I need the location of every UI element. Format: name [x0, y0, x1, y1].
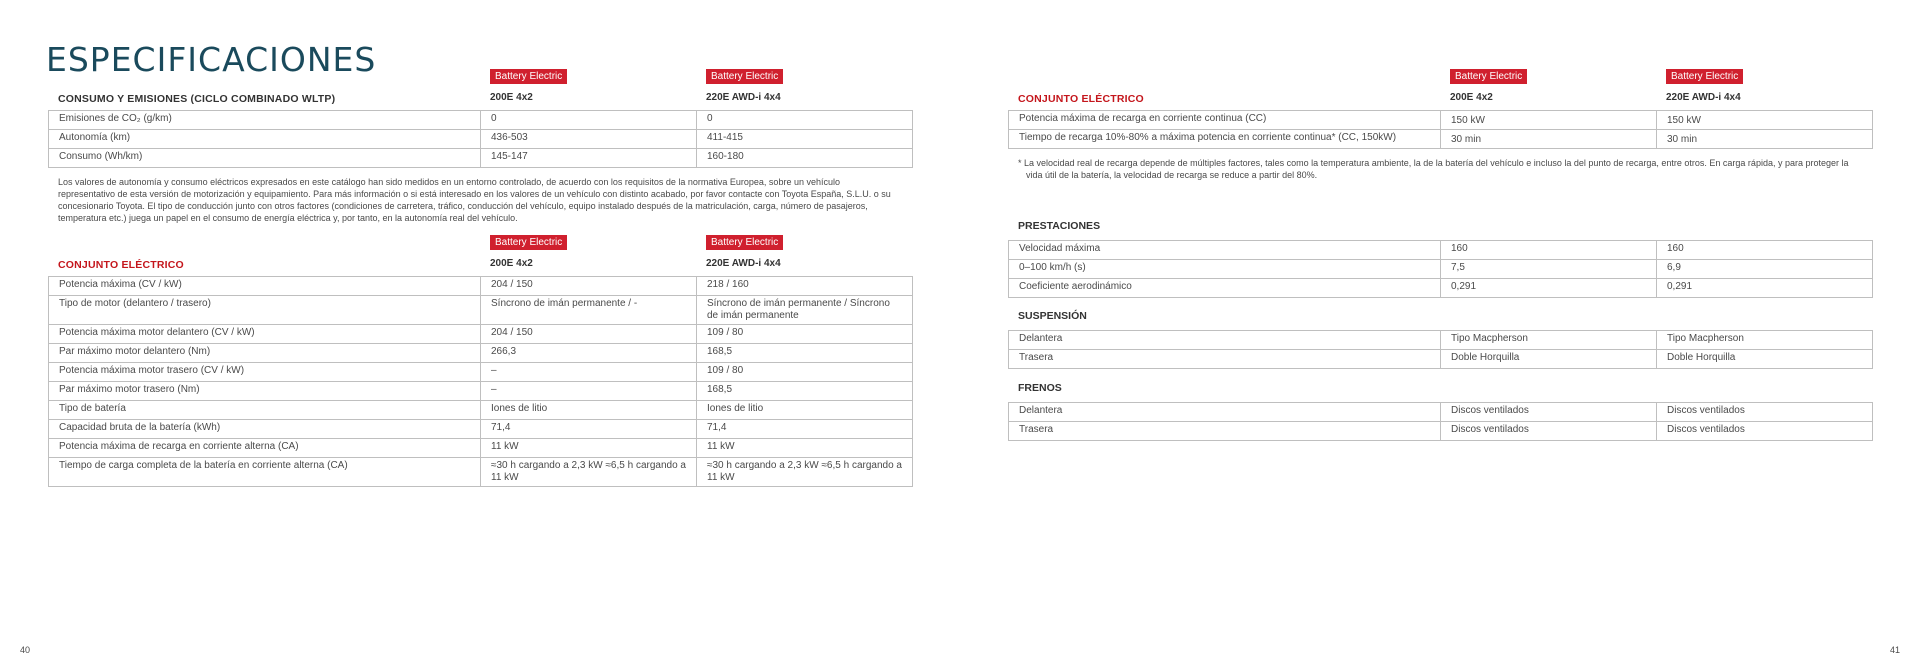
value-200e: Tipo Macpherson — [1441, 331, 1657, 350]
spec-label: Capacidad bruta de la batería (kWh) — [49, 420, 481, 439]
table-row — [49, 344, 913, 363]
table-row — [49, 277, 913, 296]
value-220e: 11 kW — [697, 439, 913, 458]
suspension-section — [1008, 308, 1872, 369]
model-name: 200E 4x2 — [490, 258, 533, 269]
consumo-table — [48, 110, 913, 168]
value-200e: 150 kW — [1441, 111, 1657, 130]
model-column-header — [490, 66, 690, 105]
electrico-cc-table — [1008, 110, 1873, 149]
value-200e: Discos ventilados — [1441, 422, 1657, 441]
value-220e: Discos ventilados — [1657, 403, 1873, 422]
table-row — [49, 111, 913, 130]
spec-label: Potencia máxima de recarga en corriente alterna (CA) — [49, 439, 481, 458]
table-row — [1009, 111, 1873, 130]
section-title: CONJUNTO ELÉCTRICO — [1018, 93, 1144, 105]
page-title: ESPECIFICACIONES — [46, 40, 377, 79]
value-200e: 30 min — [1441, 130, 1657, 149]
section-title: PRESTACIONES — [1018, 220, 1101, 232]
consumo-header — [48, 71, 912, 110]
recarga-footnote: * La velocidad real de recarga depende de múltiples factores, tales como la temperatura ambiente, la de la batería del vehículo e incluso la del punto de recarga, entre otros. En carga rápida, y para proteger la vida útil de la batería, la velocidad de recarga se reduce a partir del 80%. — [1018, 158, 1849, 180]
section-title: SUSPENSIÓN — [1018, 310, 1087, 322]
table-row — [49, 296, 913, 325]
section-title: FRENOS — [1018, 382, 1062, 394]
value-220e: 411-415 — [697, 130, 913, 149]
value-220e: ≈30 h cargando a 2,3 kW ≈6,5 h cargando a 11 kW — [697, 458, 913, 487]
prestaciones-section — [1008, 218, 1872, 298]
suspension-table — [1008, 330, 1873, 369]
value-200e: 11 kW — [481, 439, 697, 458]
spec-label: Consumo (Wh/km) — [49, 149, 481, 168]
table-row — [1009, 279, 1873, 298]
prestaciones-table — [1008, 240, 1873, 298]
battery-electric-badge: Battery Electric — [706, 69, 783, 84]
value-200e: 7,5 — [1441, 260, 1657, 279]
value-200e: 436-503 — [481, 130, 697, 149]
value-200e: Iones de litio — [481, 401, 697, 420]
model-name: 200E 4x2 — [1450, 92, 1493, 103]
table-row — [1009, 260, 1873, 279]
value-220e: Iones de litio — [697, 401, 913, 420]
model-column-header — [706, 232, 906, 271]
value-220e: Síncrono de imán permanente / Síncrono de imán permanente — [697, 296, 913, 325]
table-row — [1009, 350, 1873, 369]
spec-label: Emisiones de CO₂ (g/km) — [49, 111, 481, 130]
frenos-section — [1008, 380, 1872, 441]
spec-label: Potencia máxima motor delantero (CV / kW) — [49, 325, 481, 344]
electrico-header — [48, 237, 912, 276]
value-220e: Doble Horquilla — [1657, 350, 1873, 369]
value-200e: 204 / 150 — [481, 325, 697, 344]
spec-label: Tiempo de carga completa de la batería en corriente alterna (CA) — [49, 458, 481, 487]
consumo-section — [48, 71, 912, 224]
value-200e: Síncrono de imán permanente / - — [481, 296, 697, 325]
value-220e: 218 / 160 — [697, 277, 913, 296]
section-title: CONJUNTO ELÉCTRICO — [58, 259, 184, 271]
conjunto-electrico-cc-section — [1008, 71, 1872, 181]
value-200e: 204 / 150 — [481, 277, 697, 296]
model-name: 200E 4x2 — [490, 92, 533, 103]
table-row — [1009, 331, 1873, 350]
model-column-header — [1666, 66, 1866, 105]
table-row — [49, 401, 913, 420]
value-220e: 0 — [697, 111, 913, 130]
table-row — [49, 458, 913, 487]
spec-label: Par máximo motor trasero (Nm) — [49, 382, 481, 401]
table-row — [49, 325, 913, 344]
value-220e: 6,9 — [1657, 260, 1873, 279]
value-220e: 150 kW — [1657, 111, 1873, 130]
value-200e: – — [481, 382, 697, 401]
battery-electric-badge: Battery Electric — [706, 235, 783, 250]
value-220e: 71,4 — [697, 420, 913, 439]
spec-label: Trasera — [1009, 350, 1441, 369]
value-220e: 109 / 80 — [697, 325, 913, 344]
spec-label: Potencia máxima de recarga en corriente continua (CC) — [1009, 111, 1441, 130]
value-220e: 0,291 — [1657, 279, 1873, 298]
value-220e: 168,5 — [697, 344, 913, 363]
frenos-table — [1008, 402, 1873, 441]
spec-label: Tiempo de recarga 10%-80% a máxima potencia en corriente continua* (CC, 150kW) — [1009, 130, 1441, 149]
table-row — [1009, 241, 1873, 260]
value-220e: 160-180 — [697, 149, 913, 168]
battery-electric-badge: Battery Electric — [490, 69, 567, 84]
battery-electric-badge: Battery Electric — [1450, 69, 1527, 84]
value-220e: Tipo Macpherson — [1657, 331, 1873, 350]
table-row — [49, 363, 913, 382]
table-row — [1009, 130, 1873, 149]
value-200e: Doble Horquilla — [1441, 350, 1657, 369]
spec-label: Delantera — [1009, 403, 1441, 422]
value-200e: 160 — [1441, 241, 1657, 260]
battery-electric-badge: Battery Electric — [1666, 69, 1743, 84]
page-number-right: 41 — [1889, 645, 1900, 655]
spec-label: Velocidad máxima — [1009, 241, 1441, 260]
value-220e: 168,5 — [697, 382, 913, 401]
spec-label: Tipo de motor (delantero / trasero) — [49, 296, 481, 325]
spec-label: Tipo de batería — [49, 401, 481, 420]
consumo-disclaimer: Los valores de autonomía y consumo eléctricos expresados en este catálogo han sido medidos en un entorno controlado, de acuerdo con los requisitos de la normativa Europea, sobre un vehículo representativo de esta versión de motorización y equipamiento. Para más información o si está interesado en los valores de un vehículo con distinto acabado, por favor contacte con Toyota España, S.L.U. o su concesionario Toyota. El tipo de conducción junto con otros factores (condiciones de carretera, tráfico, conducción del vehículo, equipo instalado después de la matriculación, carga, número de pasajeros, temperatura etc.) juega un papel en el consumo de energía eléctrica y, por tanto, en la autonomía real del vehículo. — [58, 177, 891, 223]
spec-label: Potencia máxima (CV / kW) — [49, 277, 481, 296]
value-220e: 160 — [1657, 241, 1873, 260]
spec-label: Trasera — [1009, 422, 1441, 441]
table-row — [49, 439, 913, 458]
value-200e: 145-147 — [481, 149, 697, 168]
table-row — [49, 130, 913, 149]
table-row — [1009, 422, 1873, 441]
value-220e: Discos ventilados — [1657, 422, 1873, 441]
model-column-header — [706, 66, 906, 105]
model-name: 220E AWD-i 4x4 — [706, 92, 781, 103]
spec-label: 0–100 km/h (s) — [1009, 260, 1441, 279]
table-row — [49, 382, 913, 401]
value-220e: 30 min — [1657, 130, 1873, 149]
spec-label: Par máximo motor delantero (Nm) — [49, 344, 481, 363]
conjunto-electrico-section — [48, 237, 912, 487]
model-column-header — [1450, 66, 1650, 105]
spec-label: Autonomía (km) — [49, 130, 481, 149]
value-200e: 266,3 — [481, 344, 697, 363]
value-220e: 109 / 80 — [697, 363, 913, 382]
value-200e: Discos ventilados — [1441, 403, 1657, 422]
page-number-left: 40 — [20, 645, 31, 655]
model-name: 220E AWD-i 4x4 — [706, 258, 781, 269]
electrico-cc-header — [1008, 71, 1872, 110]
value-200e: 0 — [481, 111, 697, 130]
value-200e: ≈30 h cargando a 2,3 kW ≈6,5 h cargando a 11 kW — [481, 458, 697, 487]
model-name: 220E AWD-i 4x4 — [1666, 92, 1741, 103]
battery-electric-badge: Battery Electric — [490, 235, 567, 250]
table-row — [1009, 403, 1873, 422]
spec-label: Delantera — [1009, 331, 1441, 350]
value-200e: 71,4 — [481, 420, 697, 439]
value-200e: 0,291 — [1441, 279, 1657, 298]
table-row — [49, 420, 913, 439]
model-column-header — [490, 232, 690, 271]
table-row — [49, 149, 913, 168]
spec-label: Potencia máxima motor trasero (CV / kW) — [49, 363, 481, 382]
spec-label: Coeficiente aerodinámico — [1009, 279, 1441, 298]
electrico-table — [48, 276, 913, 487]
value-200e: – — [481, 363, 697, 382]
section-title: CONSUMO Y EMISIONES (CICLO COMBINADO WLTP) — [58, 93, 336, 105]
